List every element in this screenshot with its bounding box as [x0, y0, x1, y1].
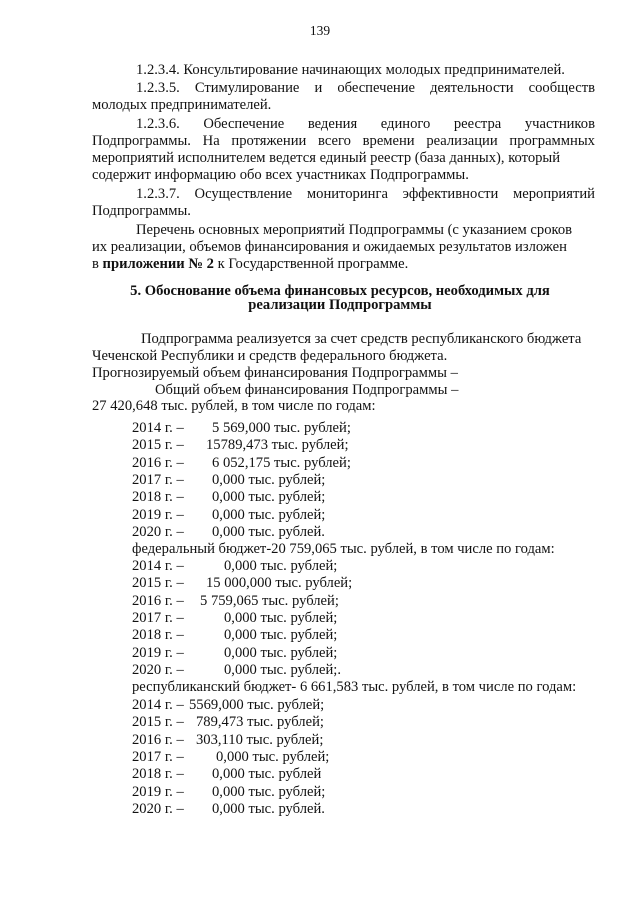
word: деятельности — [430, 80, 514, 96]
item-1-2-3-5-line1 — [136, 80, 595, 97]
word: реестра — [453, 116, 502, 132]
year-amount: 0,000 тыс. рублей; — [212, 489, 326, 506]
word: обеспечение — [337, 80, 416, 96]
year-label: 2018 г. – — [132, 766, 184, 783]
intro-line1: Подпрограмма реализуется за счет средств республиканского бюджета — [141, 331, 582, 347]
word: Стимулирование — [194, 80, 300, 96]
word: Подпрограммы. — [92, 133, 191, 149]
word: 1.2.3.5. — [136, 80, 180, 96]
year-label: 2014 г. – — [132, 420, 184, 436]
republic-heading: республиканский бюджет- 6 661,583 тыс. рублей, в том числе по годам: — [132, 679, 577, 695]
item-1-2-3-4: 1.2.3.4. Консультирование начинающих молодых предпринимателей. — [136, 62, 565, 78]
word: реализации — [426, 133, 498, 149]
year-amount: 0,000 тыс. рублей — [212, 766, 322, 783]
appendix-reference: приложении № 2 — [102, 256, 214, 272]
year-label: 2015 г. – — [132, 575, 184, 592]
word: сообществ — [528, 80, 595, 96]
item-1-2-3-5-line2: молодых предпринимателей. — [92, 97, 272, 113]
activities-list-line1: Перечень основных мероприятий Подпрограммы (с указанием сроков — [136, 222, 573, 238]
activities-list-line3 — [92, 256, 408, 273]
year-amount: 15 000,000 тыс. рублей; — [206, 575, 353, 592]
year-label: 2017 г. – — [132, 748, 184, 765]
year-amount: 0,000 тыс. рублей; — [212, 471, 326, 488]
word: и — [314, 80, 323, 96]
year-label: 2016 г. – — [132, 592, 184, 609]
year-label: 2015 г. – — [132, 714, 184, 731]
year-label: 2015 г. – — [132, 437, 184, 454]
activities-list-post: к Государственной программе. — [213, 256, 409, 272]
year-label: 2020 г. – — [132, 800, 184, 817]
item-1-2-3-7-line2: Подпрограммы. — [92, 203, 191, 219]
word: ведения — [307, 116, 358, 132]
activities-list-pre: в — [92, 256, 103, 272]
section-heading-line2: реализации Подпрограммы — [248, 297, 432, 313]
year-label: 2014 г. – — [132, 697, 184, 713]
word: времени — [362, 133, 415, 149]
word: Осуществление — [194, 186, 293, 202]
year-amount: 5569,000 тыс. рублей; — [189, 697, 325, 713]
year-label: 2017 г. – — [132, 609, 184, 626]
word: программных — [509, 133, 595, 149]
item-1-2-3-7-line1 — [136, 186, 595, 203]
year-amount: 0,000 тыс. рублей; — [212, 506, 326, 523]
year-label: 2019 г. – — [132, 783, 184, 800]
word: мероприятий — [513, 186, 595, 202]
word: Обеспечение — [203, 116, 285, 132]
year-amount: 0,000 тыс. рублей; — [216, 748, 330, 765]
section-heading-line1: 5. Обоснование объема финансовых ресурсов, необходимых для — [130, 283, 550, 299]
item-1-2-3-6-line2 — [92, 133, 595, 150]
federal-heading: федеральный бюджет-20 759,065 тыс. рублей, в том числе по годам: — [132, 541, 555, 557]
word: всего — [318, 133, 351, 149]
year-amount: 5 569,000 тыс. рублей; — [212, 420, 351, 436]
word: единого — [380, 116, 431, 132]
year-amount: 0,000 тыс. рублей;. — [224, 661, 341, 678]
year-label: 2017 г. – — [132, 471, 184, 488]
activities-list-line2: их реализации, объемов финансирования и ожидаемых результатов изложен — [92, 239, 567, 255]
page-number: 139 — [309, 23, 331, 38]
word: 1.2.3.7. — [136, 186, 180, 202]
item-1-2-3-6-line1 — [136, 116, 595, 133]
word: 1.2.3.6. — [136, 116, 180, 132]
word: протяжении — [231, 133, 307, 149]
year-amount: 0,000 тыс. рублей; — [224, 609, 338, 626]
year-label: 2014 г. – — [132, 558, 184, 574]
year-amount: 0,000 тыс. рублей. — [212, 800, 325, 817]
year-amount: 0,000 тыс. рублей; — [224, 644, 338, 661]
word: На — [202, 133, 220, 149]
year-label: 2018 г. – — [132, 627, 184, 644]
word: эффективности — [402, 186, 499, 202]
year-label: 2019 г. – — [132, 506, 184, 523]
year-amount: 6 052,175 тыс. рублей; — [212, 454, 351, 471]
year-label: 2016 г. – — [132, 731, 184, 748]
intro-line3: Прогнозируемый объем финансирования Подпрограммы – — [92, 365, 458, 381]
year-label: 2018 г. – — [132, 489, 184, 506]
year-amount: 0,000 тыс. рублей. — [212, 523, 325, 540]
word: участников — [524, 116, 595, 132]
year-label: 2020 г. – — [132, 661, 184, 678]
year-amount: 0,000 тыс. рублей; — [224, 558, 338, 574]
total-line1: Общий объем финансирования Подпрограммы – — [155, 382, 459, 398]
year-amount: 15789,473 тыс. рублей; — [206, 437, 349, 454]
item-1-2-3-6-line4: содержит информацию обо всех участниках Подпрограммы. — [92, 167, 469, 183]
year-label: 2020 г. – — [132, 523, 184, 540]
intro-line2: Чеченской Республики и средств федерального бюджета. — [92, 348, 448, 364]
year-label: 2019 г. – — [132, 644, 184, 661]
year-amount: 0,000 тыс. рублей; — [212, 783, 326, 800]
total-line2: 27 420,648 тыс. рублей, в том числе по годам: — [92, 398, 376, 414]
year-amount: 5 759,065 тыс. рублей; — [200, 592, 339, 609]
item-1-2-3-6-line3: мероприятий исполнителем ведется единый реестр (база данных), который — [92, 150, 561, 166]
year-amount: 789,473 тыс. рублей; — [196, 714, 324, 731]
year-amount: 303,110 тыс. рублей; — [196, 731, 324, 748]
word: мониторинга — [306, 186, 388, 202]
year-amount: 0,000 тыс. рублей; — [224, 627, 338, 644]
year-label: 2016 г. – — [132, 454, 184, 471]
